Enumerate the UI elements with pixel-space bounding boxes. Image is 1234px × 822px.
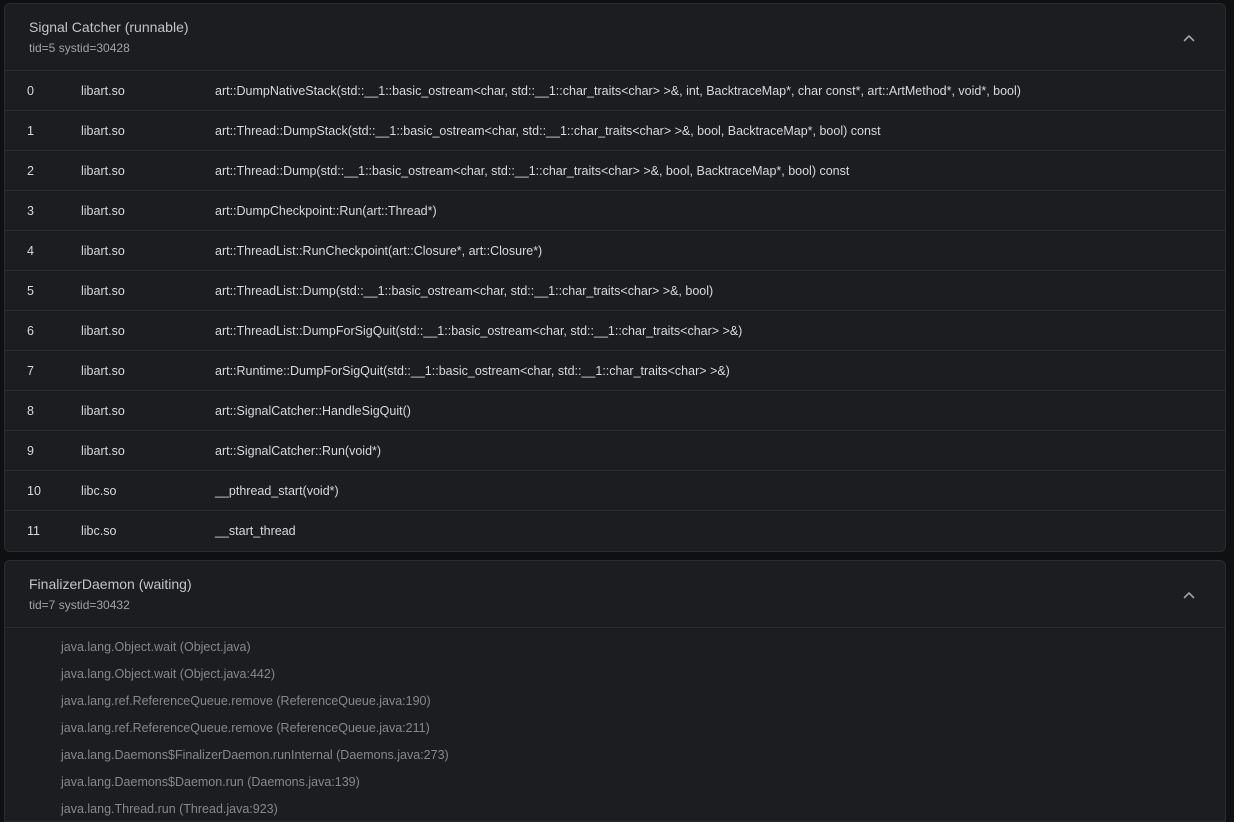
frame-library: libart.so [81,164,125,178]
stack-frame-row [5,311,1225,351]
native-stack-frames [5,71,1225,551]
frame-library: libart.so [81,364,125,378]
frame-function: art::DumpNativeStack(std::__1::basic_ostream<char, std::__1::char_traits<char> >&, int, BacktraceMap*, char const*, art::ArtMethod*, void*, bool) [215,84,1021,98]
frame-index: 4 [27,244,34,258]
frame-function: art::Thread::Dump(std::__1::basic_ostream<char, std::__1::char_traits<char> >&, bool, BacktraceMap*, bool) const [215,164,850,178]
frame-function: art::SignalCatcher::Run(void*) [215,444,382,458]
frame-function: __pthread_start(void*) [215,484,339,498]
frame-library: libart.so [81,444,125,458]
java-frame-line: java.lang.Thread.run (Thread.java:923) [61,802,278,816]
frame-index: 1 [27,124,34,138]
frame-index: 9 [27,444,34,458]
thread-header[interactable] [5,561,1225,628]
stack-frame-row [5,111,1225,151]
frame-function: art::SignalCatcher::HandleSigQuit() [215,404,411,418]
java-stack-frames [5,628,1225,822]
stack-frame-row [5,271,1225,311]
frame-index: 10 [27,484,41,498]
thread-ids: tid=5 systid=30428 [29,41,130,55]
frame-library: libart.so [81,244,125,258]
java-frame-line: java.lang.Daemons$Daemon.run (Daemons.java:139) [61,775,360,789]
stack-frame-row [5,511,1225,551]
frame-library: libart.so [81,324,125,338]
thread-panel-finalizer-daemon [4,560,1226,822]
thread-title: FinalizerDaemon (waiting) [29,576,192,592]
frame-index: 5 [27,284,34,298]
thread-header[interactable] [5,4,1225,71]
stack-frame-row [5,231,1225,271]
thread-title: Signal Catcher (runnable) [29,19,189,35]
stack-frame-row [5,431,1225,471]
frame-function: art::ThreadList::RunCheckpoint(art::Closure*, art::Closure*) [215,244,543,258]
frame-library: libc.so [81,524,117,538]
stack-frame-row [5,191,1225,231]
java-frame-line: java.lang.ref.ReferenceQueue.remove (ReferenceQueue.java:211) [61,721,430,735]
java-frame-line: java.lang.ref.ReferenceQueue.remove (ReferenceQueue.java:190) [61,694,431,708]
frame-function: art::ThreadList::DumpForSigQuit(std::__1::basic_ostream<char, std::__1::char_traits<char> >&) [215,324,743,338]
collapse-button[interactable] [1177,583,1201,607]
stack-frame-row [5,351,1225,391]
frame-library: libart.so [81,404,125,418]
frame-index: 6 [27,324,34,338]
frame-library: libart.so [81,124,125,138]
frame-index: 3 [27,204,34,218]
stack-frame-row [5,151,1225,191]
thread-ids: tid=7 systid=30432 [29,598,130,612]
java-frame-line: java.lang.Object.wait (Object.java) [61,640,251,654]
frame-library: libart.so [81,84,125,98]
frame-index: 0 [27,84,34,98]
frame-function: __start_thread [215,524,296,538]
frame-library: libc.so [81,484,117,498]
chevron-up-icon [1181,30,1197,46]
frame-function: art::Thread::DumpStack(std::__1::basic_ostream<char, std::__1::char_traits<char> >&, bool, BacktraceMap*, bool) const [215,124,881,138]
chevron-up-icon [1181,587,1197,603]
collapse-button[interactable] [1177,26,1201,50]
frame-function: art::Runtime::DumpForSigQuit(std::__1::basic_ostream<char, std::__1::char_traits<char> >&) [215,364,730,378]
frame-function: art::ThreadList::Dump(std::__1::basic_ostream<char, std::__1::char_traits<char> >&, bool) [215,284,714,298]
thread-panel-signal-catcher [4,3,1226,552]
java-frame-line: java.lang.Object.wait (Object.java:442) [61,667,275,681]
frame-index: 11 [27,524,40,538]
frame-library: libart.so [81,204,125,218]
stack-frame-row [5,471,1225,511]
java-frame-line: java.lang.Daemons$FinalizerDaemon.runInternal (Daemons.java:273) [61,748,449,762]
stack-frame-row [5,71,1225,111]
frame-index: 8 [27,404,34,418]
frame-function: art::DumpCheckpoint::Run(art::Thread*) [215,204,437,218]
frame-library: libart.so [81,284,125,298]
frame-index: 7 [27,364,34,378]
frame-index: 2 [27,164,34,178]
stack-frame-row [5,391,1225,431]
